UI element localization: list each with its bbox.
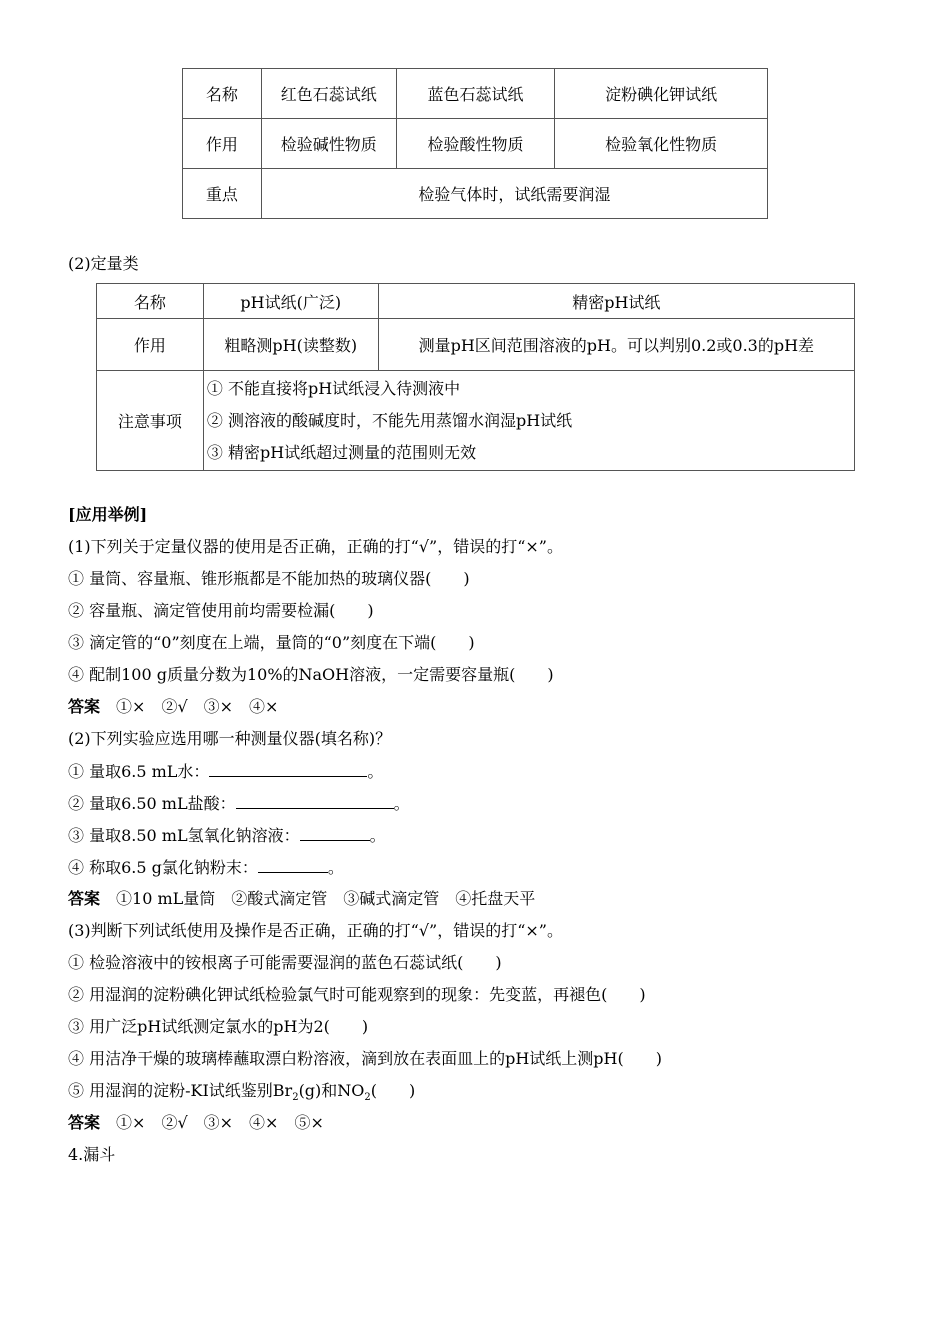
table-cell: 注意事项 [97,371,204,471]
table-cell: pH试纸(广泛) [203,284,378,319]
answer-label: 答案 [68,889,101,908]
note-item: ③ 精密pH试纸超过测量的范围则无效 [206,442,477,462]
table-row [183,119,768,169]
table-row [97,371,855,471]
punctuation: 。 [393,794,410,813]
question-title: (3)判断下列试纸使用及操作是否正确，正确的打“√”，错误的打“×”。 [68,921,563,940]
question-text: ③ 量取8.50 mL氢氧化钠溶液： [68,826,300,845]
table-row [183,69,768,119]
answer-blank[interactable] [209,761,367,777]
table-cell: 检验气体时，试纸需要润湿 [261,169,767,219]
table-cell: 作用 [183,119,262,169]
example-heading: [应用举例] [68,505,148,524]
question-title: (2)下列实验应选用哪一种测量仪器(填名称)？ [68,729,392,748]
note-item: ① 不能直接将pH试纸浸入待测液中 [206,378,461,398]
question-item: ① 量筒、容量瓶、锥形瓶都是不能加热的玻璃仪器( ) [68,569,470,588]
question-text: ( ) [370,1081,416,1100]
punctuation: 。 [367,762,384,781]
answer-line [68,1113,324,1133]
answer-blank[interactable] [236,793,394,809]
table-cell: 粗略测pH(读整数) [203,319,378,371]
answer-text: ①× ②√ ③× ④× ⑤× [116,1113,324,1132]
question-item: ② 容量瓶、滴定管使用前均需要检漏( ) [68,601,374,620]
table-cell: 名称 [97,284,204,319]
answer-line [68,697,278,717]
punctuation: 。 [369,826,386,845]
question-text: ① 量取6.5 mL水： [68,762,210,781]
table-cell: 精密pH试纸 [378,284,854,319]
table-row [97,319,855,371]
question-item: ④ 配制100 g质量分数为10%的NaOH溶液，一定需要容量瓶( ) [68,665,554,684]
answer-line [68,889,535,909]
question-item [68,793,410,814]
punctuation: 。 [327,858,344,877]
question-text: ④ 称取6.5 g氯化钠粉末： [68,858,258,877]
table-cell: 名称 [183,69,262,119]
table-cell: 淀粉碘化钾试纸 [555,69,768,119]
question-item [68,761,383,782]
question-item: ④ 用洁净干燥的玻璃棒蘸取漂白粉溶液，滴到放在表面皿上的pH试纸上测pH( ) [68,1049,662,1068]
answer-label: 答案 [68,1113,101,1132]
subscript: 2 [364,1092,371,1104]
question-item: ② 用湿润的淀粉碘化钾试纸检验氯气时可能观察到的现象：先变蓝，再褪色( ) [68,985,646,1004]
question-item [68,825,386,846]
table-cell: 检验碱性物质 [261,119,396,169]
question-item: ③ 用广泛pH试纸测定氯水的pH为2( ) [68,1017,369,1036]
question-item [68,857,344,878]
question-text: (g)和NO [298,1081,365,1100]
answer-blank[interactable] [258,857,328,873]
section-heading: (2)定量类 [68,254,139,273]
table-cell: 作用 [97,319,204,371]
notes-cell [203,371,854,471]
table-row [183,169,768,219]
question-title: (1)下列关于定量仪器的使用是否正确，正确的打“√”，错误的打“×”。 [68,537,563,556]
table-cell: 重点 [183,169,262,219]
note-item: ② 测溶液的酸碱度时，不能先用蒸馏水润湿pH试纸 [206,410,573,430]
ph-paper-quantitative-table [96,283,855,471]
section-heading: 4.漏斗 [68,1145,116,1164]
answer-blank[interactable] [300,825,370,841]
question-text: ② 量取6.50 mL盐酸： [68,794,236,813]
answer-label: 答案 [68,697,101,716]
question-item: ③ 滴定管的“0”刻度在上端，量筒的“0”刻度在下端( ) [68,633,475,652]
subscript: 2 [292,1092,299,1104]
answer-text: ①× ②√ ③× ④× [116,697,279,716]
test-paper-qualitative-table [182,68,768,219]
question-item: ① 检验溶液中的铵根离子可能需要湿润的蓝色石蕊试纸( ) [68,953,502,972]
question-text: ⑤ 用湿润的淀粉-KI试纸鉴别Br [68,1081,293,1100]
table-cell: 检验氧化性物质 [555,119,768,169]
table-cell: 检验酸性物质 [396,119,555,169]
table-cell: 蓝色石蕊试纸 [396,69,555,119]
answer-text: ①10 mL量筒 ②酸式滴定管 ③碱式滴定管 ④托盘天平 [116,889,536,908]
question-item [68,1081,415,1108]
table-cell: 红色石蕊试纸 [261,69,396,119]
table-row [97,284,855,319]
table-cell: 测量pH区间范围溶液的pH。可以判别0.2或0.3的pH差 [378,319,854,371]
